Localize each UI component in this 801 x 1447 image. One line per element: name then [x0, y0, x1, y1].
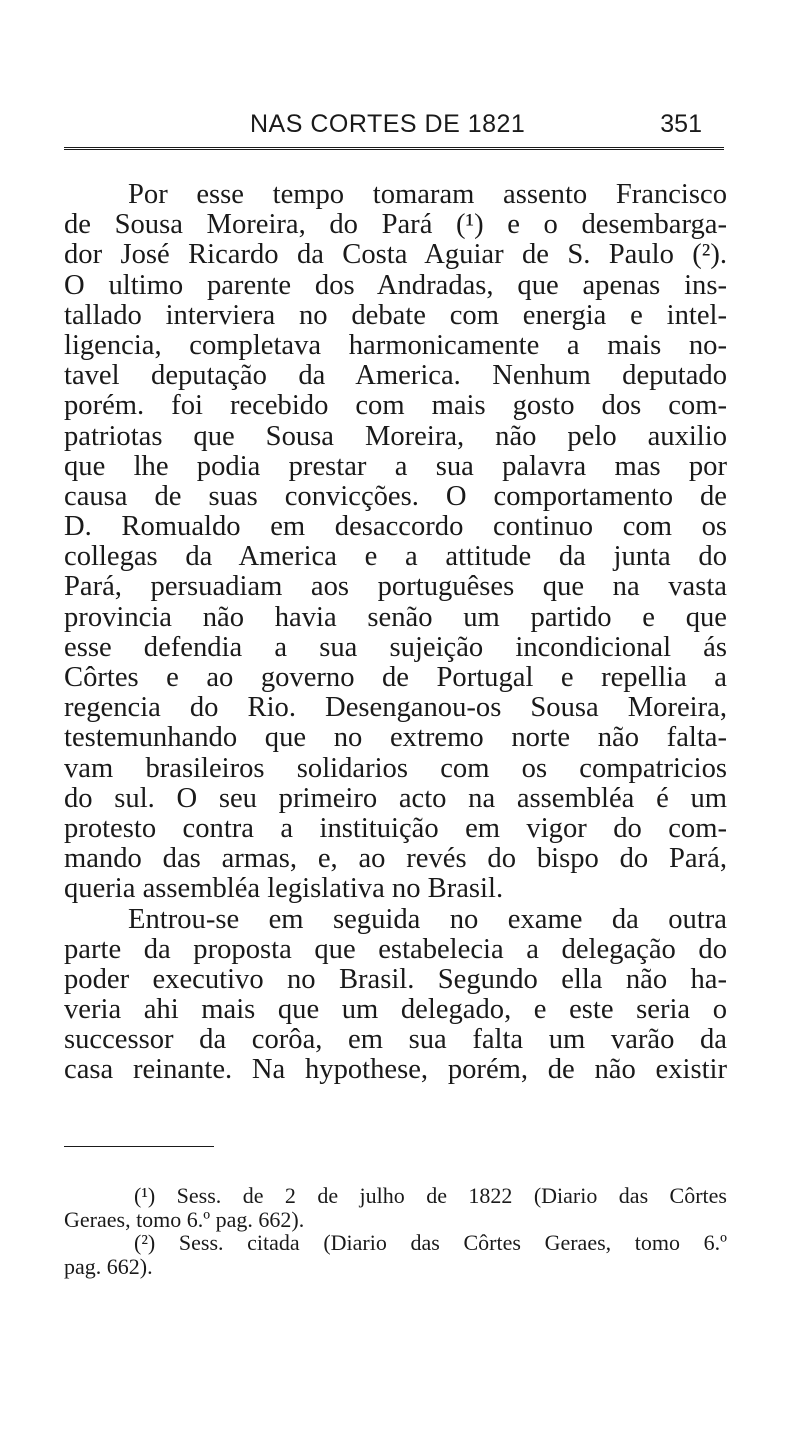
text-line: collegas da America e a attitude da junta do — [64, 541, 727, 573]
running-head — [64, 108, 724, 142]
text-line: do sul. O seu primeiro acto na assembléa é um — [64, 782, 727, 814]
footnote-line: (¹) Sess. de 2 de julho de 1822 (Diario das Côrtes — [134, 1183, 727, 1208]
text-line: veria ahi mais que um delegado, e este seria o — [64, 994, 727, 1026]
text-line: D. Romualdo em desaccordo continuo com os — [64, 511, 727, 543]
running-title: NAS CORTES DE 1821 — [250, 110, 526, 138]
footnote-line: pag. 662). — [64, 1253, 153, 1279]
text-line: successor da corôa, em sua falta um varão da — [64, 1024, 727, 1056]
text-line: porém. foi recebido com mais gosto dos com- — [64, 390, 727, 422]
header-rule — [64, 147, 724, 150]
text-line: de Sousa Moreira, do Pará (¹) e o desembarga- — [64, 209, 727, 241]
body-text — [64, 180, 727, 1086]
text-line: casa reinante. Na hypothese, porém, de não existir — [64, 1054, 727, 1086]
text-line: provincia não havia senão um partido e que — [64, 601, 727, 633]
text-line: queria assembléa legislativa no Brasil. — [64, 873, 504, 905]
text-line: patriotas que Sousa Moreira, não pelo auxilio — [64, 420, 727, 452]
text-line: regencia do Rio. Desenganou-os Sousa Moreira, — [64, 692, 727, 724]
text-line: Por esse tempo tomaram assento Francisco — [128, 179, 727, 210]
text-line: mando das armas, e, ao revés do bispo do Pará, — [64, 843, 727, 875]
footnote-line: Geraes, tomo 6.º pag. 662). — [64, 1206, 305, 1232]
text-line: tavel deputação da America. Nenhum deputado — [64, 360, 727, 392]
text-line: parte da proposta que estabelecia a delegação do — [64, 933, 727, 965]
text-line: que lhe podia prestar a sua palavra mas por — [64, 450, 727, 482]
text-line: causa de suas convicções. O comportamento de — [64, 480, 727, 512]
page-number: 351 — [660, 110, 702, 138]
text-line: O ultimo parente dos Andradas, que apenas ins- — [64, 269, 727, 301]
text-line: protesto contra a instituição em vigor do com- — [64, 812, 727, 844]
text-line: poder executivo no Brasil. Segundo ella não ha- — [64, 963, 727, 995]
footnote-line: (²) Sess. citada (Diario das Côrtes Geraes, tomo 6.º — [134, 1230, 727, 1255]
text-line: esse defendia a sua sujeição incondicional ás — [64, 631, 727, 663]
text-line: tallado interviera no debate com energia e intel- — [64, 299, 727, 331]
text-line: vam brasileiros solidarios com os compatricios — [64, 752, 727, 784]
text-line: testemunhando que no extremo norte não falta- — [64, 722, 727, 754]
text-line: dor José Ricardo da Costa Aguiar de S. Paulo (²). — [64, 239, 727, 271]
text-line: ligencia, completava harmonicamente a mais no- — [64, 329, 727, 361]
text-line: Entrou-se em seguida no exame da outra — [128, 903, 727, 935]
footnotes — [64, 1184, 727, 1278]
text-line: Côrtes e ao governo de Portugal e repellia a — [64, 662, 727, 693]
footnote-rule — [64, 1146, 214, 1147]
text-line: Pará, persuadiam aos portuguêses que na vasta — [64, 571, 727, 603]
